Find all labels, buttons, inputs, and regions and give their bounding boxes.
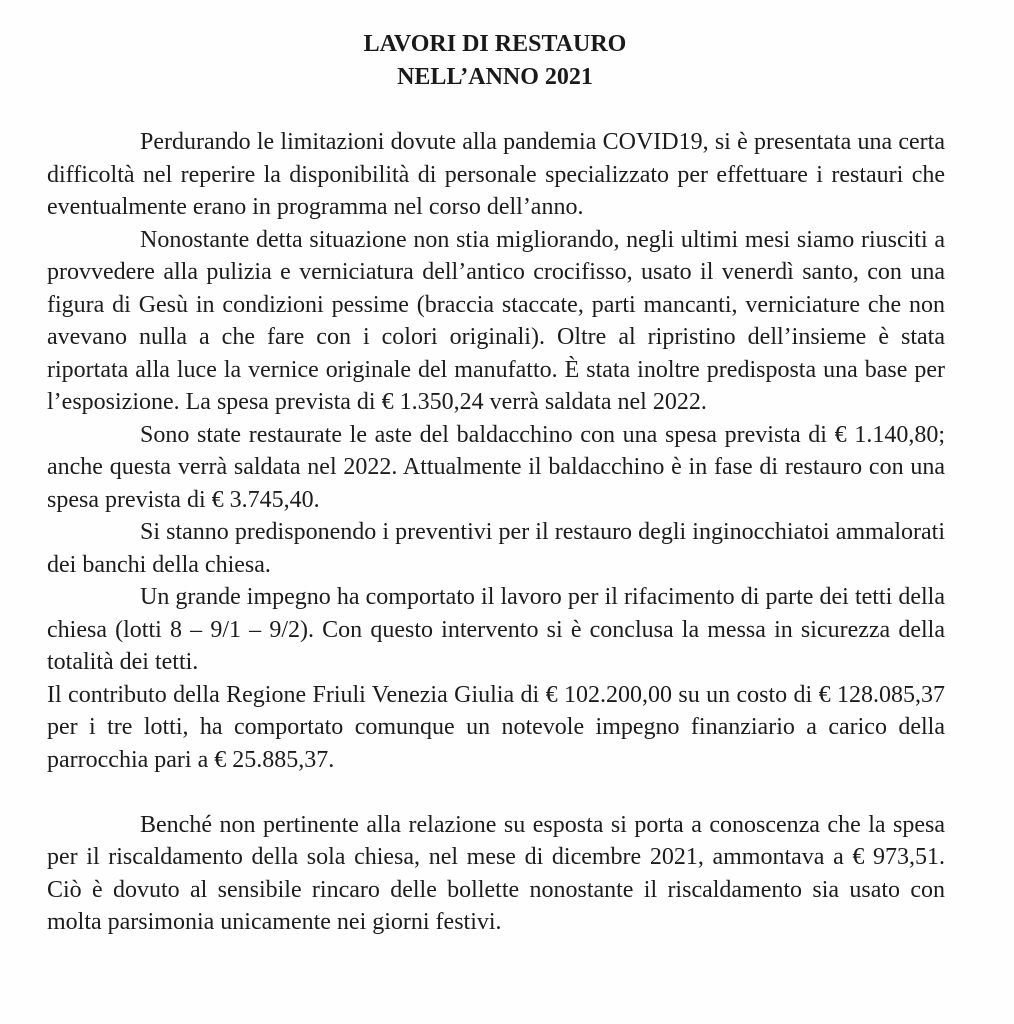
title-line-1: LAVORI DI RESTAURO (363, 31, 627, 57)
paragraph-crocifisso: Nonostante detta situazione non stia migliorando, negli ultimi mesi siamo riusciti a provvedere alla pulizia e verniciatura dell’antico crocifisso, usato il venerdì santo, con una figura di Gesù in condizioni pessime (braccia staccate, parti mancanti, verniciature che non avevano nulla a che fare con i colori originali). Oltre al ripristino dell’insieme è stata riportata alla luce la vernice originale del manufatto. È stata inoltre predisposta una base per l’esposizione. La spesa prevista di € 1.350,24 verrà saldata nel 2022. (47, 226, 945, 415)
paragraph-baldacchino: Sono state restaurate le aste del baldacchino con una spesa prevista di € 1.140,80; anche questa verrà saldata nel 2022. Attualmente il baldacchino è in fase di restauro con una spesa prevista di € 3.745,40. (47, 421, 945, 513)
title-line-2: NELL’ANNO 2021 (397, 64, 593, 90)
paragraph-contributo: Il contributo della Regione Friuli Venezia Giulia di € 102.200,00 su un costo di € 128.085,37 per i tre lotti, ha comportato comunque un notevole impegno finanziario a carico della parrocchia pari a € 25.885,37. (47, 681, 945, 773)
document-body (47, 126, 945, 939)
paragraph-covid: Perdurando le limitazioni dovute alla pandemia COVID19, si è presentata una certa difficoltà nel reperire la disponibilità di personale specializzato per effettuare i restauri che eventualmente erano in programma nel corso dell’anno. (47, 129, 945, 220)
document-title (0, 28, 990, 94)
paragraph-tetti: Un grande impegno ha comportato il lavoro per il rifacimento di parte dei tetti della chiesa (lotti 8 – 9/1 – 9/2). Con questo intervento si è conclusa la messa in sicurezza della totalità dei tetti. (47, 584, 945, 675)
paragraph-riscaldamento: Benché non pertinente alla relazione su esposta si porta a conoscenza che la spesa per il riscaldamento della sola chiesa, nel mese di dicembre 2021, ammontava a € 973,51. Ciò è dovuto al sensibile rincaro delle bollette nonostante il riscaldamento sia usato con molta parsimonia unicamente nei giorni festivi. (47, 811, 945, 935)
paragraph-inginocchiatoi: Si stanno predisponendo i preventivi per il restauro degli inginocchiatoi ammalorati dei banchi della chiesa. (47, 519, 945, 578)
